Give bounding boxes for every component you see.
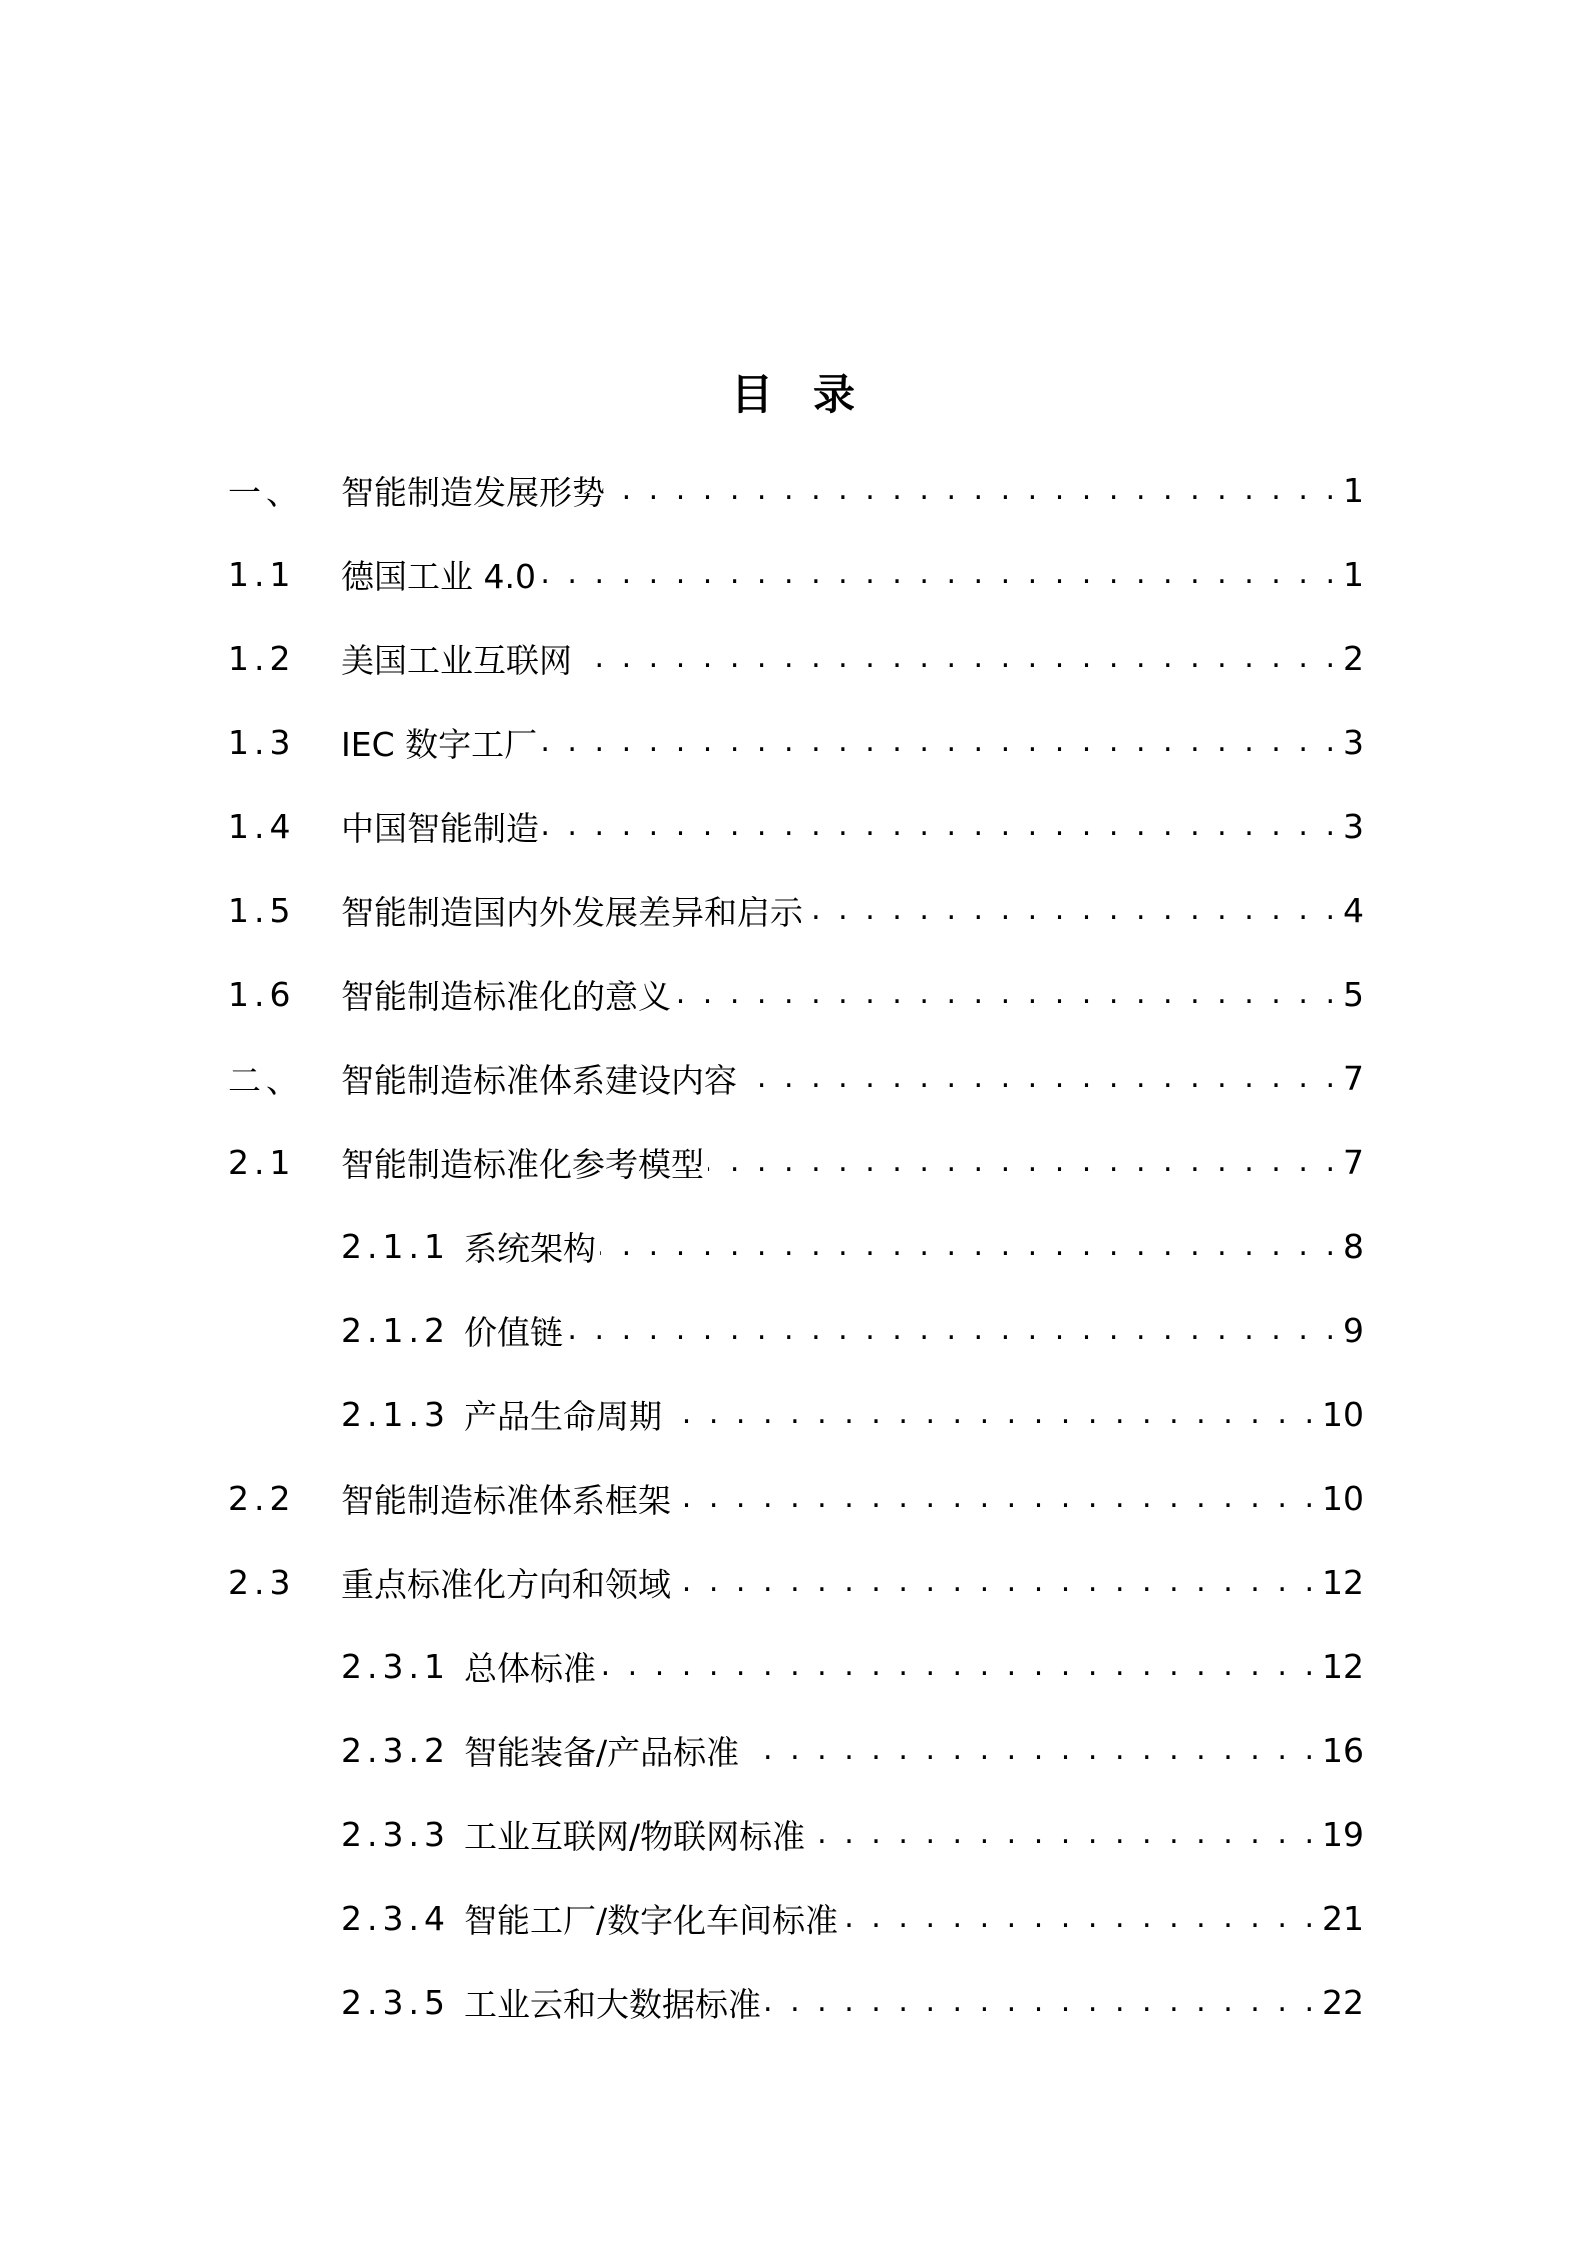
toc-entry[interactable]	[228, 1204, 1364, 1288]
entry-number: 1.5	[228, 890, 296, 930]
entry-number: 2.3.4	[341, 1898, 450, 1938]
entry-number: 2.1.3	[341, 1394, 450, 1434]
entry-number: 二、	[228, 1060, 304, 1100]
entry-number: 2.1	[228, 1142, 296, 1182]
dot-leader	[675, 1478, 1318, 1518]
entry-page: 8	[1343, 1226, 1364, 1266]
entry-page: 3	[1343, 722, 1364, 762]
entry-text: 产品生命周期	[463, 1396, 662, 1436]
dot-leader	[567, 1310, 1339, 1350]
dot-leader	[807, 890, 1339, 930]
entry-text: 中国智能制造	[341, 808, 539, 848]
entry-text: 智能制造标准化的意义	[341, 976, 671, 1016]
entry-page: 7	[1343, 1058, 1364, 1098]
table-of-contents	[228, 448, 1364, 2044]
entry-text: 智能装备/产品标准	[463, 1732, 740, 1772]
dot-leader	[741, 1058, 1339, 1098]
toc-entry[interactable]	[228, 1456, 1364, 1540]
entry-number: 1.4	[228, 806, 296, 846]
entry-number: 2.3.3	[341, 1814, 450, 1854]
toc-entry[interactable]	[228, 1372, 1364, 1456]
entry-text: 德国工业 4.0	[341, 556, 536, 596]
entry-page: 9	[1343, 1310, 1364, 1350]
entry-page: 2	[1343, 638, 1364, 678]
toc-entry[interactable]	[228, 700, 1364, 784]
entry-number: 1.2	[228, 638, 296, 678]
toc-entry[interactable]	[228, 1960, 1364, 2044]
dot-leader	[600, 1226, 1339, 1266]
entry-text: 重点标准化方向和领域	[341, 1564, 671, 1604]
toc-entry[interactable]	[228, 1792, 1364, 1876]
entry-number: 一、	[228, 472, 304, 512]
entry-text: 智能制造发展形势	[341, 472, 605, 512]
entry-page: 5	[1343, 974, 1364, 1014]
entry-page: 4	[1343, 890, 1364, 930]
toc-entry[interactable]	[228, 1120, 1364, 1204]
entry-number: 2.3.1	[341, 1646, 450, 1686]
toc-entry[interactable]	[228, 616, 1364, 700]
dot-leader	[675, 974, 1339, 1014]
entry-text: IEC 数字工厂	[341, 724, 538, 764]
entry-page: 12	[1322, 1562, 1364, 1602]
entry-number: 2.3.2	[341, 1730, 450, 1770]
entry-number: 1.1	[228, 554, 296, 594]
entry-number: 2.2	[228, 1478, 296, 1518]
dot-leader	[675, 1562, 1318, 1602]
toc-entry[interactable]	[228, 1036, 1364, 1120]
entry-text: 美国工业互联网	[341, 640, 572, 680]
dot-leader	[609, 470, 1339, 510]
entry-page: 21	[1322, 1898, 1364, 1938]
entry-text: 智能工厂/数字化车间标准	[463, 1900, 839, 1940]
entry-page: 10	[1322, 1478, 1364, 1518]
toc-entry[interactable]	[228, 1624, 1364, 1708]
toc-entry[interactable]	[228, 784, 1364, 868]
entry-page: 10	[1322, 1394, 1364, 1434]
dot-leader	[809, 1814, 1318, 1854]
entry-text: 智能制造标准体系建设内容	[341, 1060, 737, 1100]
entry-number: 2.3.5	[341, 1982, 450, 2022]
entry-page: 3	[1343, 806, 1364, 846]
entry-number: 1.6	[228, 974, 296, 1014]
dot-leader	[576, 638, 1339, 678]
entry-page: 1	[1343, 470, 1364, 510]
dot-leader	[543, 806, 1339, 846]
toc-entry[interactable]	[228, 868, 1364, 952]
entry-text: 智能制造标准化参考模型	[341, 1144, 704, 1184]
entry-text: 工业互联网/物联网标准	[463, 1816, 806, 1856]
entry-number: 2.1.2	[341, 1310, 450, 1350]
toc-entry[interactable]	[228, 952, 1364, 1036]
dot-leader	[540, 554, 1339, 594]
entry-page: 7	[1343, 1142, 1364, 1182]
dot-leader	[842, 1898, 1318, 1938]
entry-page: 1	[1343, 554, 1364, 594]
entry-number: 2.3	[228, 1562, 296, 1602]
entry-text: 价值链	[463, 1312, 563, 1352]
entry-page: 12	[1322, 1646, 1364, 1686]
toc-entry[interactable]	[228, 1708, 1364, 1792]
entry-text: 智能制造标准体系框架	[341, 1480, 671, 1520]
dot-leader	[765, 1982, 1318, 2022]
toc-title: 目录	[730, 370, 895, 419]
entry-page: 19	[1322, 1814, 1364, 1854]
entry-text: 总体标准	[463, 1648, 596, 1688]
entry-text: 工业云和大数据标准	[463, 1984, 761, 2024]
entry-text: 智能制造国内外发展差异和启示	[341, 892, 803, 932]
toc-entry[interactable]	[228, 448, 1364, 532]
dot-leader	[666, 1394, 1318, 1434]
dot-leader	[743, 1730, 1318, 1770]
entry-page: 16	[1322, 1730, 1364, 1770]
entry-page: 22	[1322, 1982, 1364, 2022]
entry-number: 1.3	[228, 722, 296, 762]
dot-leader	[541, 722, 1339, 762]
dot-leader	[708, 1142, 1339, 1182]
toc-entry[interactable]	[228, 1288, 1364, 1372]
entry-number: 2.1.1	[341, 1226, 450, 1266]
dot-leader	[600, 1646, 1318, 1686]
toc-entry[interactable]	[228, 532, 1364, 616]
toc-entry[interactable]	[228, 1540, 1364, 1624]
toc-entry[interactable]	[228, 1876, 1364, 1960]
entry-text: 系统架构	[463, 1228, 596, 1268]
